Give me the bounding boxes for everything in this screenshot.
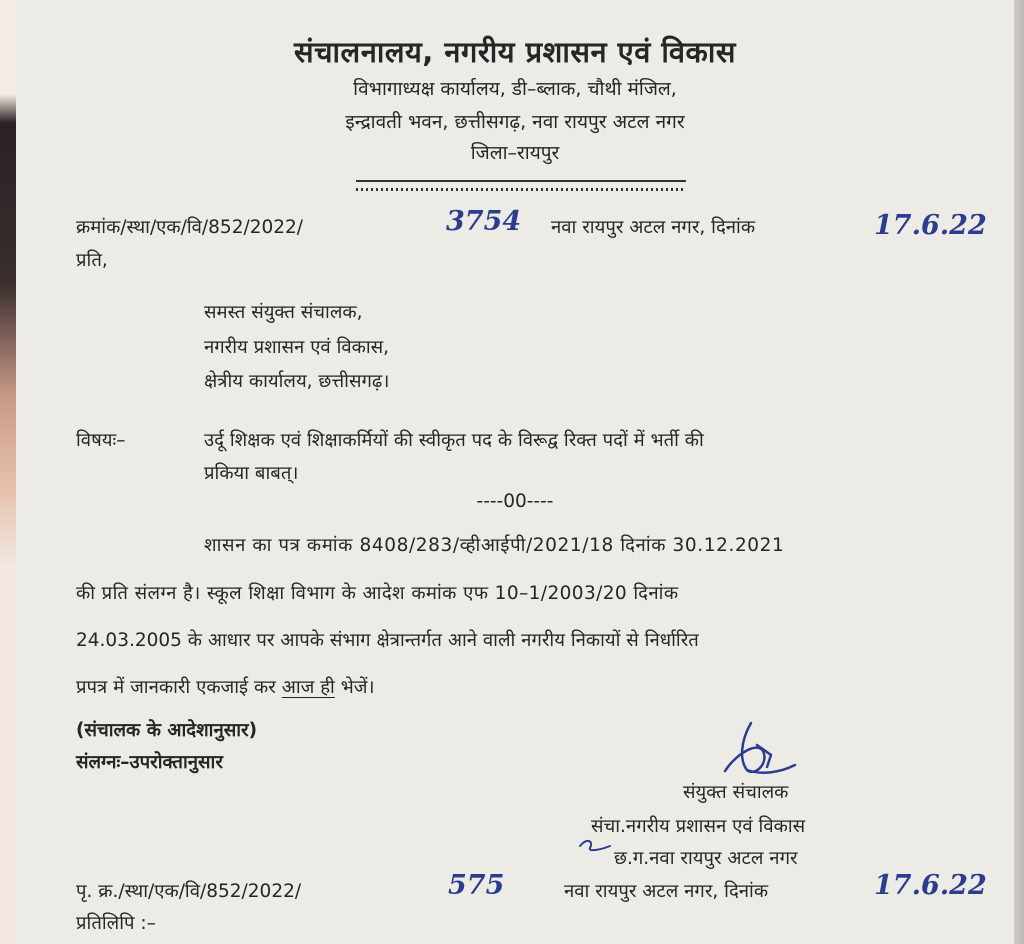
body-line-1: शासन का पत्र कमांक 8408/283/व्हीआईपी/2021/18 दिनांक 30.12.2021 [204, 535, 785, 556]
subject-line-2: प्रकिया बाबत्। [204, 463, 299, 484]
handwritten-endorsement-date: 17.6.22 [874, 870, 987, 901]
place-date-label: नवा रायपुर अटल नगर, दिनांक [551, 217, 756, 238]
body-line-4-end: भेजें। [340, 677, 375, 698]
office-district: जिला–रायपुर [470, 142, 560, 164]
signatory-title: संयुक्त संचालक [683, 782, 789, 803]
body-line-3: 24.03.2005 के आधार पर आपके संभाग क्षेत्रान्तर्गत आने वाली नगरीय निकायों से निर्धारित [76, 630, 699, 651]
office-address-line-1: विभागाध्यक्ष कार्यालय, डी–ब्लाक, चौथी मंजिल, [353, 78, 677, 100]
background-edge [1014, 0, 1024, 944]
office-address-line-2: इन्द्रावती भवन, छत्तीसगढ़, नवा रायपुर अटल नगर [345, 111, 685, 133]
background-photo-edge [0, 0, 16, 944]
header-dotted-rule [356, 188, 686, 191]
body-line-4-start: प्रपत्र में जानकारी एकजाई कर [76, 677, 276, 698]
endorsement-place-date-label: नवा रायपुर अटल नगर, दिनांक [564, 881, 769, 902]
initials-mark [576, 836, 616, 856]
body-emphasis-today: आज ही [281, 677, 335, 698]
enclosure-line: संलग्नः–उपरोक्तानुसार [76, 752, 223, 773]
signatory-department: संचा.नगरीय प्रशासन एवं विकास [591, 816, 806, 837]
signatory-location: छ.ग.नवा रायपुर अटल नगर [614, 848, 798, 869]
signature-mark [711, 715, 801, 785]
handwritten-dispatch-number: 3754 [446, 206, 522, 237]
document-page [16, 0, 1014, 944]
reference-number: क्रमांक/स्था/एक/वि/852/2022/ [76, 217, 304, 238]
order-line: (संचालक के आदेशानुसार) [76, 720, 258, 741]
body-line-2: की प्रति संलग्न है। स्कूल शिक्षा विभाग के आदेश कमांक एफ 10–1/2003/20 दिनांक [76, 583, 679, 604]
recipient-line-1: समस्त संयुक्त संचालक, [204, 302, 363, 323]
subject-label: विषयः– [76, 430, 126, 451]
header-rule [356, 180, 686, 182]
recipient-line-3: क्षेत्रीय कार्यालय, छत्तीसगढ़। [204, 371, 390, 392]
separator: ----00---- [476, 491, 554, 512]
recipient-line-2: नगरीय प्रशासन एवं विकास, [204, 337, 390, 358]
office-title: संचालनालय, नगरीय प्रशासन एवं विकास [294, 35, 736, 69]
to-label: प्रति, [76, 250, 108, 271]
endorsement-number: पृ. क्र./स्था/एक/वि/852/2022/ [76, 881, 302, 902]
copy-to-label: प्रतिलिपि :– [76, 913, 156, 934]
subject-line-1: उर्दू शिक्षक एवं शिक्षाकर्मियों की स्वीकृत पद के विरूद्व रिक्त पदों में भर्ती की [204, 430, 704, 451]
handwritten-endorsement-number: 575 [448, 870, 505, 901]
body-line-4 [76, 674, 374, 699]
handwritten-date: 17.6.22 [874, 210, 987, 241]
